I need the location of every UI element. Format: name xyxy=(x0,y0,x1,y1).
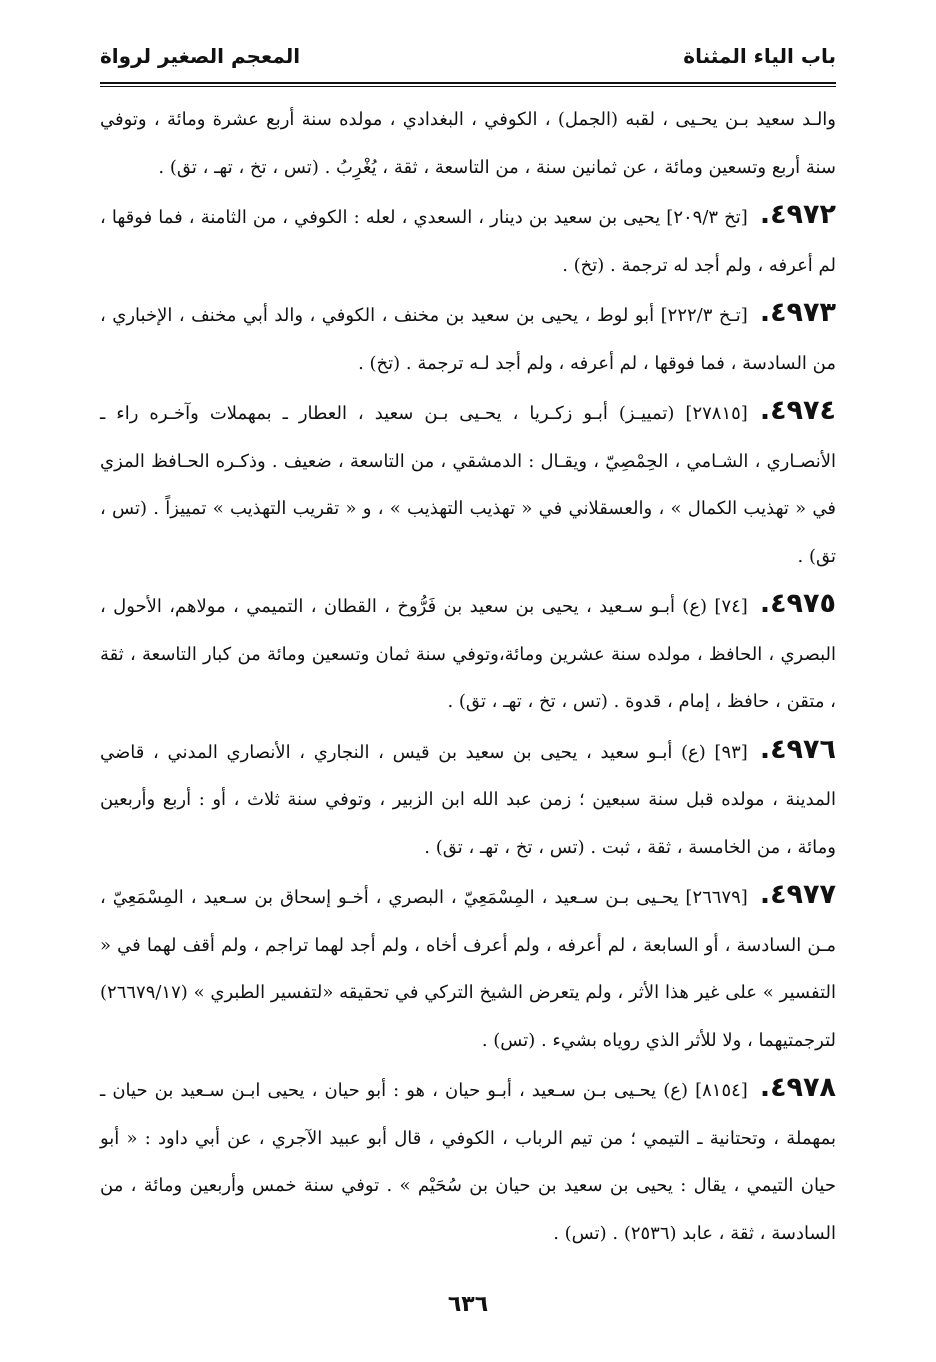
entry-number: ٤٩٧٣. xyxy=(759,297,836,328)
entry-4973 xyxy=(100,289,836,387)
entry-number: ٤٩٧٥. xyxy=(759,588,836,619)
entry-4978 xyxy=(100,1064,836,1257)
entry-text: [تخ ٢٠٩/٣] يحيى بن سعيد بن دينار ، السعدي ، لعله : الكوفي ، من الثامنة ، فما فوقها ، لم أعرفه ، ولم أجد له ترجمة . (تخ) . xyxy=(100,207,836,276)
entry-4974 xyxy=(100,387,836,580)
entry-text: [٢٧٨١٥] (تمييـز) أبـو زكـريا ، يحـيى بـن سعيد ، العطار ـ بمهملات وآخـره راء ـ الأنصـاري ، الشـامي ، الحِمْصِيّ ، ويقـال : الدمشقي ، من التاسعة ، ضعيف . وذكـره الحـافظ المزي في « تهذيب الكمال » ، والعسقلاني في « تهذيب التهذيب » ، و « تقريب التهذيب » تمييزاً . (تس ، تق) . xyxy=(100,403,836,567)
entry-text: [٧٤] (ع) أبـو سـعيد ، يحيى بن سعيد بن فَرُّوخ ، القطان ، التميمي ، مولاهم، الأحول ، البصري ، الحافظ ، مولده سنة عشرين ومائة،وتوفي سنة ثمان وتسعين ومائة من كبار التاسعة ، ثقة ، متقن ، حافظ ، إمام ، قدوة . (تس ، تخ ، تهـ ، تق) . xyxy=(100,596,836,712)
entry-4972 xyxy=(100,191,836,289)
continued-entry: والـد سعيد بـن يحـيى ، لقبه (الجمل) ، الكوفي ، البغدادي ، مولده سنة أربع عشرة ومائة ، وتوفي سنة أربع وتسعين ومائة ، عن ثمانين سنة ، من التاسعة ، ثقة ، يُغْرِبُ . (تس ، تخ ، تهـ ، تق) . xyxy=(100,109,836,178)
entry-number: ٤٩٧٨. xyxy=(759,1072,836,1103)
entry-4977 xyxy=(100,871,836,1064)
entry-text: [٨١٥٤] (ع) يحـيى بـن سـعيد ، أبـو حيان ، هو : أبو حيان ، يحيى ابـن سـعيد بن حيان ـ بمهملة ، وتحتانية ـ التيمي ؛ من تيم الرباب ، الكوفي ، قال أبو عبيد الآجري ، عن أبي داود : « أبو حيان التيمي ، يقال : يحيى بن سعيد بن حيان بن سُحَيْم » . توفي سنة خمس وأربعين ومائة ، من السادسة ، ثقة ، عابد (٢٥٣٦) . (تس) . xyxy=(100,1080,836,1244)
entry-4975 xyxy=(100,580,836,726)
page-number: ٦٣٦ xyxy=(447,1292,489,1317)
header-rule xyxy=(100,82,836,84)
entry-text: [تـخ ٢٢٢/٣] أبو لوط ، يحيى بن سعيد بن مخنف ، الكوفي ، والد أبي مخنف ، الإخباري ، من السادسة ، فما فوقها ، لم أعرفه ، ولم أجد لـه ترجمة . (تخ) . xyxy=(100,305,836,374)
header-chapter-title: باب الياء المثناة xyxy=(683,44,836,68)
page-body xyxy=(100,96,836,1257)
entry-number: ٤٩٧٧. xyxy=(759,879,836,910)
entry-number: ٤٩٧٦. xyxy=(759,733,836,765)
header-book-title: المعجم الصغير لرواة xyxy=(100,44,301,68)
entry-number: ٤٩٧٢. xyxy=(759,199,836,230)
header-rule-thin xyxy=(100,86,836,87)
entry-text: [٢٦٦٧٩] يحـيى بـن سـعيد ، المِسْمَعِيّ ، البصري ، أخـو إسحاق بن سـعيد ، المِسْمَعِيّ ، مـن السادسة ، أو السابعة ، لم أعرفه ، ولم أعرف أخاه ، ولم أجد لهما تراجم ، ولم أقف لهما في « التفسير » على غير هذا الأثر ، ولم يتعرض الشيخ التركي في تحقيقه «لتفسير الطبري » (٢٦٦٧٩/١٧) لترجمتيهما ، ولا للأثر الذي روياه بشيء . (تس) . xyxy=(100,887,836,1051)
entry-4976 xyxy=(100,726,836,872)
entry-number: ٤٩٧٤. xyxy=(759,395,836,426)
running-header xyxy=(100,36,836,76)
entry-text: [٩٣] (ع) أبـو سعيد ، يحيى بن سعيد بن قيس ، النجاري ، الأنصاري المدني ، قاضي المدينة ، مولده قبل سنة سبعين ؛ زمن عبد الله ابن الزبير ، وتوفي سنة ثلاث ، أو : أربع وأربعين ومائة ، من الخامسة ، ثقة ، ثبت . (تس ، تخ ، تهـ ، تق) . xyxy=(100,741,836,858)
